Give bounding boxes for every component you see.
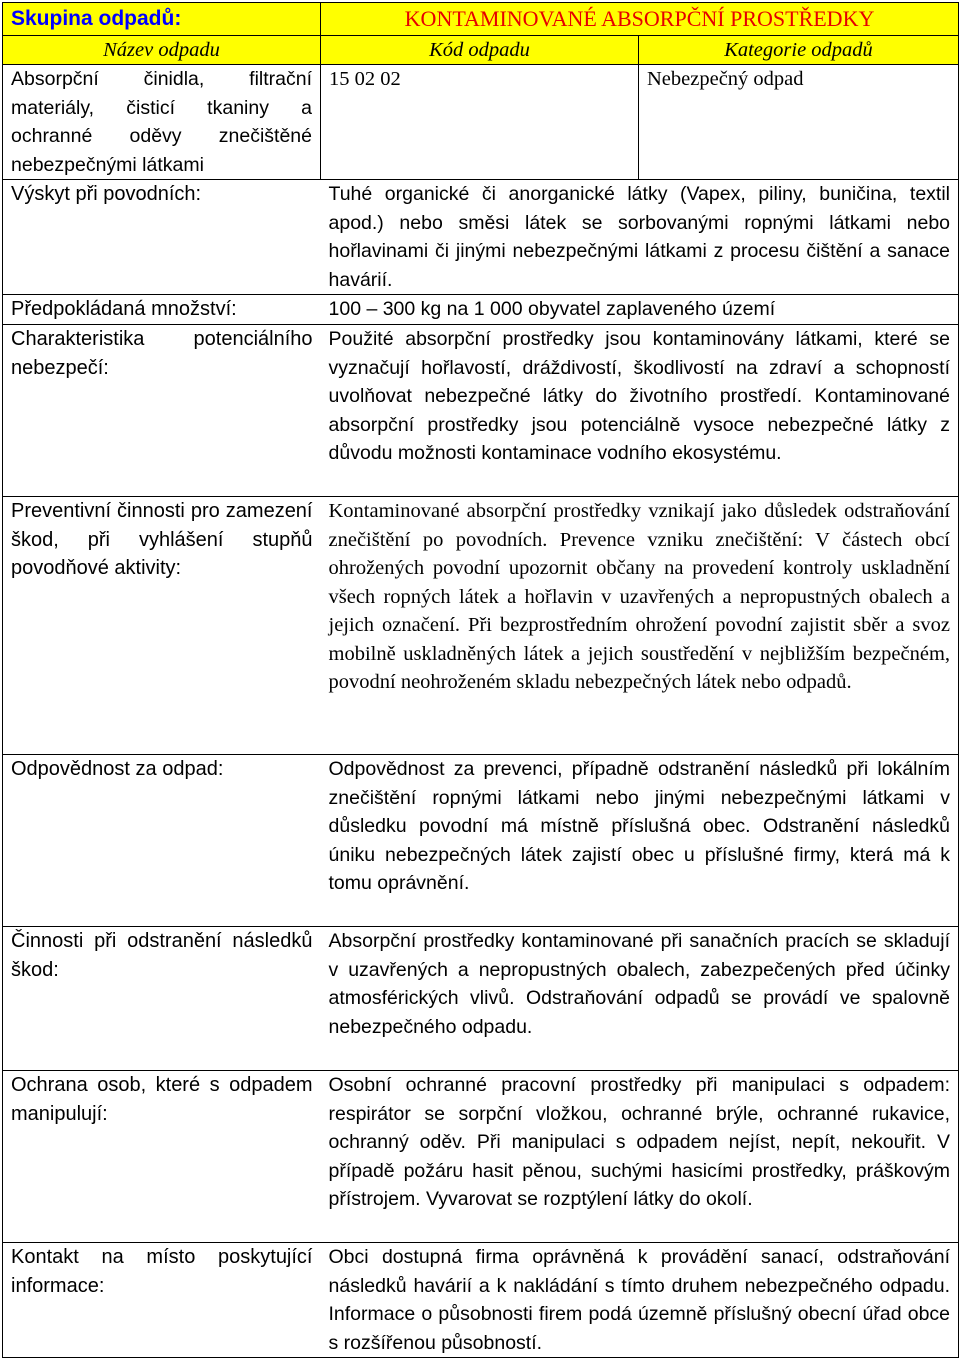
row-label-occurrence: Výskyt při povodních:	[3, 180, 321, 295]
detail-row	[3, 927, 959, 1071]
row-value-quantity: 100 – 300 kg na 1 000 obyvatel zaplaveného území	[321, 295, 959, 325]
waste-name: Absorpční činidla, filtrační materiály, čisticí tkaniny a ochranné oděvy znečištěné nebezpečnými látkami	[3, 65, 321, 180]
waste-table	[2, 2, 959, 1358]
waste-category: Nebezpečný odpad	[639, 65, 959, 180]
detail-row	[3, 325, 959, 497]
detail-row	[3, 1071, 959, 1243]
row-value-removal: Absorpční prostředky kontaminované při sanačních pracích se skladují v uzavřených a nepropustných obalech, zabezpečených před účinky atmosférických vlivů. Odstraňování odpadů se provádí ve spalovně nebezpečného odpadu.	[321, 927, 959, 1071]
row-label-prevention: Preventivní činnosti pro zamezení škod, při vyhlášení stupňů povodňové aktivity:	[3, 497, 321, 755]
group-header-row	[3, 3, 959, 36]
detail-row	[3, 755, 959, 927]
waste-code: 15 02 02	[321, 65, 639, 180]
group-label: Skupina odpadů:	[3, 3, 321, 36]
waste-info-row	[3, 65, 959, 180]
detail-row	[3, 295, 959, 325]
detail-row	[3, 497, 959, 755]
row-value-protection: Osobní ochranné pracovní prostředky při manipulaci s odpadem: respirátor se sorpční vložkou, ochranné brýle, ochranné rukavice, ochranný oděv. Při manipulaci s odpadem nejíst, nepít, nekouřit. V případě požáru hasit pěnou, suchými hasicími prostředky, práškovým přístrojem. Vyvarovat se rozptýlení látky do okolí.	[321, 1071, 959, 1243]
waste-sheet	[2, 2, 958, 1358]
row-value-responsibility: Odpovědnost za prevenci, případně odstranění následků při lokálním znečištění ropnými látkami nebo jinými nebezpečnými látkami v důsledku povodní má místně příslušná obec. Odstranění následků úniku nebezpečných látek zajistí obec u příslušné firmy, která má k tomu oprávnění.	[321, 755, 959, 927]
row-label-hazard: Charakteristika potenciálního nebezpečí:	[3, 325, 321, 497]
row-label-quantity: Předpokládaná množství:	[3, 295, 321, 325]
row-value-prevention: Kontaminované absorpční prostředky vznikají jako důsledek odstraňování znečištění po povodních. Prevence vzniku znečištění: V částech obcí ohrožených povodní upozornit občany na provedení kontroly uskladnění všech ropných látek a hořlavin v uzavřených a nepropustných obalech a jejich označení. Při bezprostředním ohrožení povodní zajistit sběr a svoz mobilně uskladněných látek a jejich soustředění v nejbližším bezpečném, povodní neohroženém skladu nebezpečných látek nebo odpadů.	[321, 497, 959, 755]
row-value-occurrence: Tuhé organické či anorganické látky (Vapex, piliny, buničina, textil apod.) nebo směsi látek se sorbovanými ropnými látkami nebo hořlavinami či jinými nebezpečnými látkami z procesu čištění a sanace havárií.	[321, 180, 959, 295]
row-label-responsibility: Odpovědnost za odpad:	[3, 755, 321, 927]
row-label-removal: Činnosti při odstranění následků škod:	[3, 927, 321, 1071]
detail-row	[3, 1243, 959, 1358]
column-header-name: Název odpadu	[3, 35, 321, 65]
row-value-hazard: Použité absorpční prostředky jsou kontaminovány látkami, které se vyznačují hořlavostí, dráždivostí, škodlivostí na zdraví a schopností uvolňovat nebezpečné látky do životního prostředí. Kontaminované absorpční prostředky jsou potenciálně vysoce nebezpečné látky z důvodu možnosti kontaminace vodního ekosystému.	[321, 325, 959, 497]
row-label-contact: Kontakt na místo poskytující informace:	[3, 1243, 321, 1358]
column-header-row	[3, 35, 959, 65]
group-value: KONTAMINOVANÉ ABSORPČNÍ PROSTŘEDKY	[321, 3, 959, 36]
detail-row	[3, 180, 959, 295]
column-header-code: Kód odpadu	[321, 35, 639, 65]
row-value-contact: Obci dostupná firma oprávněná k provádění sanací, odstraňování následků havárií a k nakládání s tímto druhem nebezpečného odpadu. Informace o působnosti firem podá územně příslušný obecní úřad obce s rozšířenou působností.	[321, 1243, 959, 1358]
column-header-category: Kategorie odpadů	[639, 35, 959, 65]
row-label-protection: Ochrana osob, které s odpadem manipulují:	[3, 1071, 321, 1243]
